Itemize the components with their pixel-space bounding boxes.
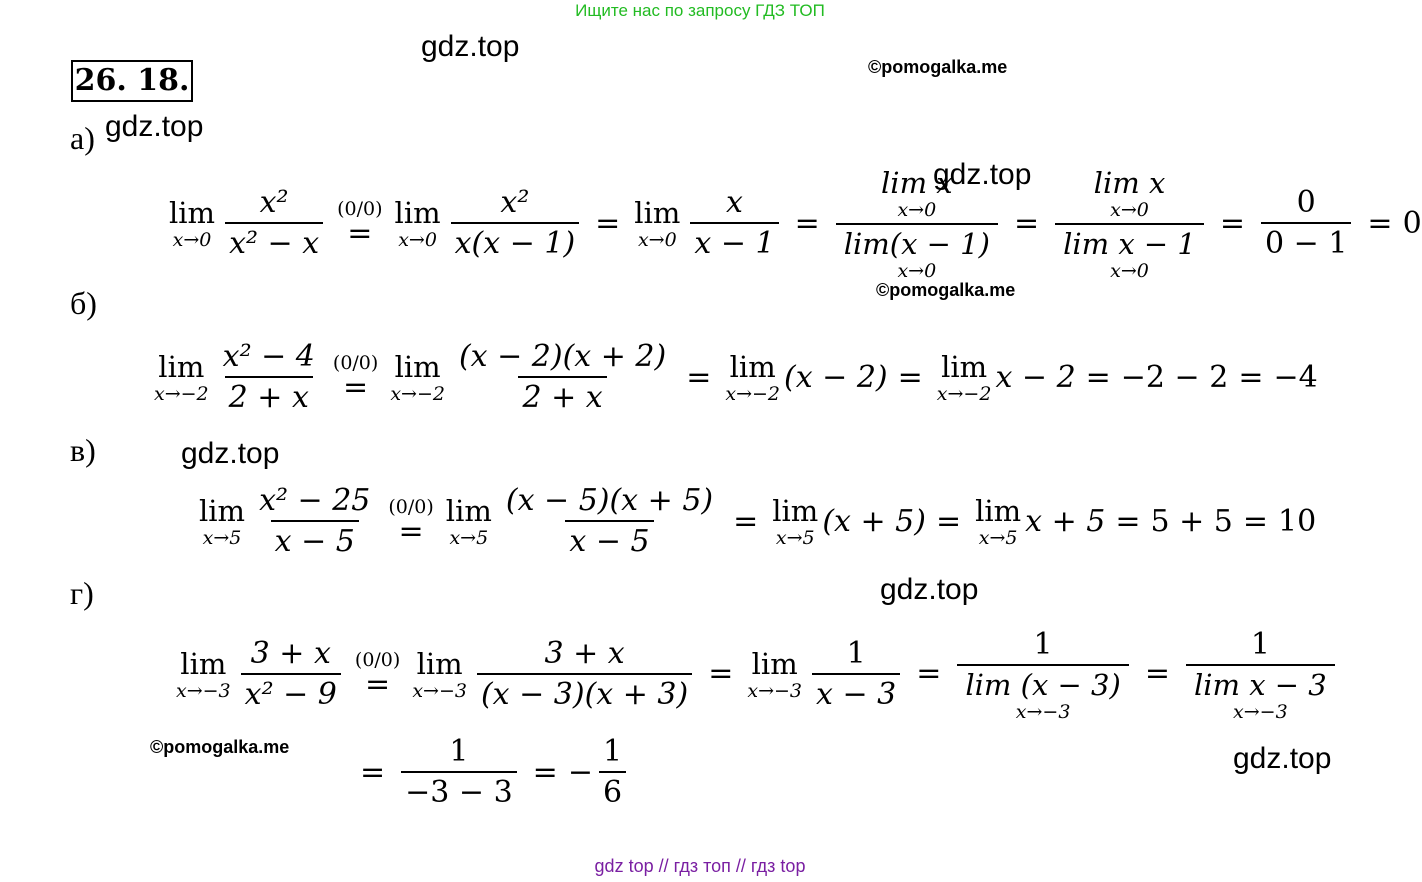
- indeterminate-equals: (0/0) =: [354, 648, 401, 702]
- result: 0: [1402, 205, 1422, 241]
- equals-sign: =: [686, 359, 712, 395]
- fraction: $\frac{1}{-3 - 3}$: [401, 733, 517, 813]
- indeterminate-equals: (0/0) =: [337, 198, 383, 251]
- fraction: $\frac{1}{6}$: [599, 733, 626, 813]
- equals-sign: =: [1144, 656, 1170, 692]
- fraction: $\frac{\text{x²}}{\text{x² − x}}$: [225, 184, 323, 264]
- limit-operator: lim x→0: [169, 196, 216, 251]
- limit-operator: lim x→5: [199, 494, 246, 549]
- limit-operator: lim x→0: [394, 196, 441, 251]
- equals-sign: =: [708, 656, 734, 692]
- expression: (x − 2): [784, 359, 888, 395]
- fraction: lim x x→0 lim x − 1 x→0: [1055, 166, 1204, 282]
- limit-operator: lim x→5: [772, 494, 819, 549]
- equation-g: [172, 626, 1341, 723]
- equals-sign: =: [1115, 503, 1141, 539]
- expression: −2 − 2: [1120, 359, 1229, 395]
- fraction: $\frac{0}{0 - 1}$: [1261, 184, 1351, 264]
- watermark-gdz: gdz.top: [181, 437, 280, 470]
- watermark-gdz: gdz.top: [1233, 742, 1332, 775]
- result: −4: [1273, 359, 1318, 395]
- limit-operator: lim x→−2: [936, 350, 992, 405]
- indeterminate-equals: (0/0) =: [388, 496, 434, 549]
- fraction: $\frac{3 + x}{\text{x² − 9}}$: [241, 635, 341, 715]
- fraction: $\frac{3 + x}{(x - 3)(x + 3)}$: [477, 635, 692, 715]
- minus-sign: −: [567, 754, 593, 790]
- expression: x − 2: [995, 359, 1076, 395]
- expression: (x + 5): [822, 503, 926, 539]
- equals-sign: =: [1367, 205, 1393, 241]
- fraction: $\frac{(x - 5)(x + 5)}{x - 5}$: [502, 482, 717, 562]
- expression: 5 + 5: [1150, 503, 1233, 539]
- equals-sign: =: [794, 205, 820, 241]
- equals-sign: =: [897, 359, 923, 395]
- watermark-gdz: gdz.top: [880, 573, 979, 606]
- fraction: $\frac{\text{x²}}{x(x - 1)}$: [451, 184, 580, 264]
- limit-operator: lim x→−2: [390, 350, 445, 405]
- part-label-a: а): [70, 120, 95, 156]
- search-banner: Ищите нас по запросу ГДЗ ТОП: [575, 1, 825, 20]
- problem-number: 26. 18.: [71, 60, 193, 102]
- fraction: $\frac{\text{x² − 25}}{x - 5}$: [255, 482, 374, 562]
- limit-operator: lim x→−3: [747, 646, 803, 702]
- fraction: $\frac{\text{x² − 4}}{2 + x}$: [219, 338, 319, 418]
- fraction: 1 lim x − 3 x→−3: [1186, 626, 1335, 723]
- watermark-copyright: ©pomogalka.me: [150, 737, 290, 757]
- part-label-v: в): [70, 432, 96, 468]
- fraction: lim x x→0 lim(x − 1) x→0: [836, 166, 998, 282]
- equals-sign: =: [360, 754, 386, 790]
- equation-b: [150, 338, 1318, 418]
- equals-sign: =: [1219, 205, 1246, 241]
- limit-operator: lim x→5: [975, 494, 1022, 549]
- fraction: $\frac{x}{x - 1}$: [690, 184, 778, 264]
- watermark-copyright: ©pomogalka.me: [868, 57, 1008, 77]
- equation-g-continued: [350, 733, 632, 813]
- equals-sign: =: [733, 503, 759, 539]
- fraction: $\frac{1}{x - 3}$: [812, 635, 900, 715]
- expression: x + 5: [1025, 503, 1106, 539]
- equals-sign: =: [935, 503, 962, 539]
- equals-sign: =: [1238, 359, 1264, 395]
- result: 10: [1278, 503, 1317, 539]
- equation-v: [195, 482, 1316, 562]
- limit-operator: lim x→0: [634, 196, 681, 251]
- footer-links[interactable]: gdz top // гдз топ // гдз top: [594, 856, 806, 876]
- equals-sign: =: [916, 656, 942, 692]
- limit-operator: lim x→−2: [725, 350, 781, 405]
- equals-sign: =: [595, 205, 621, 241]
- limit-operator: lim x→5: [445, 494, 492, 549]
- watermark-gdz: gdz.top: [933, 158, 1032, 191]
- equals-sign: =: [532, 754, 558, 790]
- watermark-gdz: gdz.top: [105, 110, 204, 143]
- equation-a: [165, 166, 1422, 282]
- limit-operator: lim x→−3: [412, 646, 467, 702]
- fraction: $\frac{(x - 2)(x + 2)}{2 + x}$: [455, 338, 670, 418]
- equals-sign: =: [1013, 205, 1040, 241]
- equals-sign: =: [1242, 503, 1269, 539]
- equals-sign: =: [1085, 359, 1111, 395]
- watermark-copyright: ©pomogalka.me: [876, 280, 1016, 300]
- part-label-g: г): [70, 575, 94, 611]
- fraction: 1 lim (x − 3) x→−3: [957, 626, 1128, 723]
- part-label-b: б): [70, 285, 97, 321]
- limit-operator: lim x→−3: [176, 646, 231, 702]
- limit-operator: lim x→−2: [154, 350, 209, 405]
- watermark-gdz: gdz.top: [421, 30, 520, 63]
- indeterminate-equals: (0/0) =: [332, 352, 379, 405]
